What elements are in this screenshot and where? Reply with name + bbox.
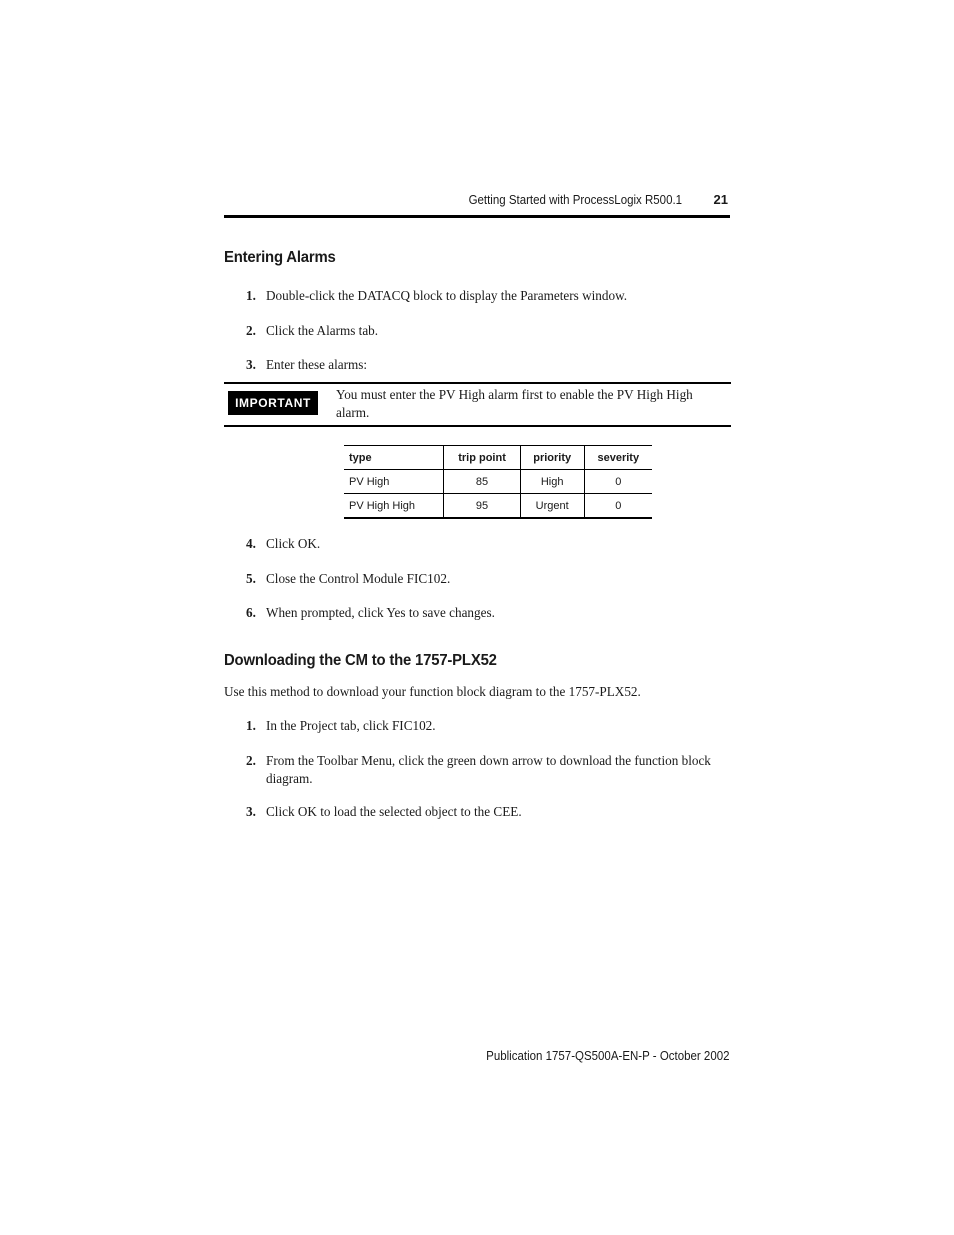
step-text: Enter these alarms: — [266, 357, 368, 372]
section-heading-downloading-cm: Downloading the CM to the 1757-PLX52 — [224, 652, 497, 669]
column-header-type: type — [344, 446, 444, 470]
step-item — [246, 287, 730, 305]
table-row — [344, 470, 652, 494]
table-cell: 85 — [444, 470, 520, 494]
step-number: 2. — [246, 323, 256, 338]
important-label: IMPORTANT — [228, 391, 318, 415]
step-item — [246, 356, 730, 374]
step-number: 6. — [246, 605, 256, 620]
step-item — [246, 322, 730, 340]
column-header-priority: priority — [520, 446, 584, 470]
alarms-table — [344, 445, 652, 519]
step-text: Double-click the DATACQ block to display the Parameters window. — [266, 288, 628, 303]
table-cell: 0 — [584, 494, 652, 519]
table-cell: High — [520, 470, 584, 494]
table-cell: PV High High — [344, 494, 444, 519]
table-cell: 0 — [584, 470, 652, 494]
page-number: 21 — [713, 192, 728, 207]
step-item — [246, 535, 730, 553]
step-number: 3. — [246, 804, 256, 819]
table-header-row — [344, 446, 652, 470]
table-cell: 95 — [444, 494, 520, 519]
step-number: 2. — [246, 753, 256, 768]
step-text: From the Toolbar Menu, click the green down arrow to download the function block diagram. — [266, 753, 711, 786]
header-title: Getting Started with ProcessLogix R500.1 — [468, 193, 682, 207]
table-row — [344, 494, 652, 519]
step-text: In the Project tab, click FIC102. — [266, 718, 436, 733]
step-number: 1. — [246, 288, 256, 303]
running-header — [224, 191, 730, 218]
step-item — [246, 752, 730, 787]
step-number: 5. — [246, 571, 256, 586]
section-intro: Use this method to download your function block diagram to the 1757-PLX52. — [224, 684, 641, 699]
column-header-trip-point: trip point — [444, 446, 520, 470]
section-heading-entering-alarms: Entering Alarms — [224, 249, 336, 266]
publication-footer: Publication 1757-QS500A-EN-P - October 2002 — [486, 1049, 730, 1063]
step-number: 3. — [246, 357, 256, 372]
step-item — [246, 604, 730, 622]
important-text: You must enter the PV High alarm first to enable the PV High High alarm. — [336, 387, 693, 420]
step-text: Click OK to load the selected object to the CEE. — [266, 804, 522, 819]
important-callout — [224, 382, 731, 427]
table-cell: Urgent — [520, 494, 584, 519]
step-number: 4. — [246, 536, 256, 551]
step-text: When prompted, click Yes to save changes. — [266, 605, 495, 620]
step-text: Close the Control Module FIC102. — [266, 571, 451, 586]
step-item — [246, 803, 730, 821]
step-text: Click the Alarms tab. — [266, 323, 379, 338]
table-cell: PV High — [349, 475, 390, 488]
step-text: Click OK. — [266, 536, 321, 551]
step-number: 1. — [246, 718, 256, 733]
step-item — [246, 570, 730, 588]
step-item — [246, 717, 730, 735]
column-header-severity: severity — [584, 446, 652, 470]
